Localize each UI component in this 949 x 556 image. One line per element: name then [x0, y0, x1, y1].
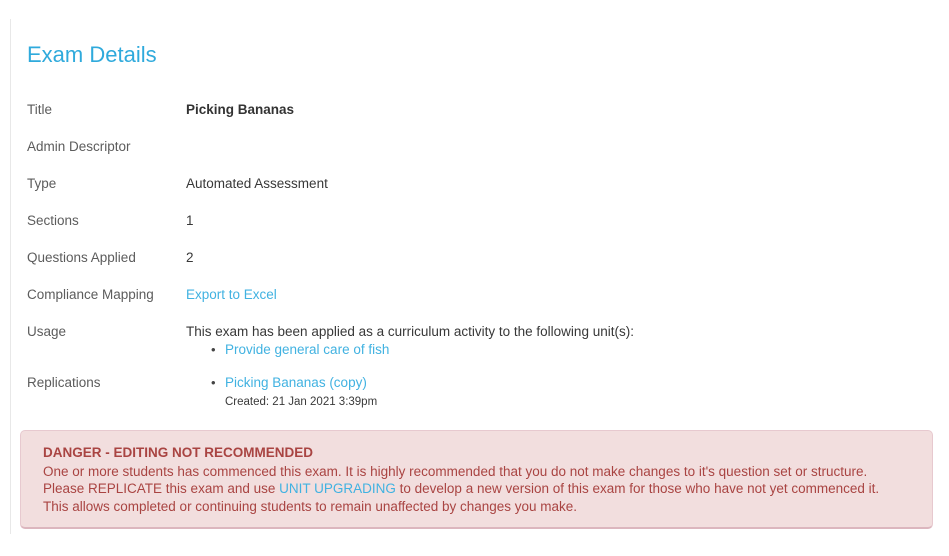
bullet-icon: •	[211, 375, 216, 390]
detail-row-usage	[27, 324, 933, 358]
detail-label: Replications	[27, 375, 101, 390]
detail-row-type	[27, 176, 933, 192]
detail-row-sections	[27, 213, 933, 229]
panel-left-border	[10, 19, 11, 534]
unit-link[interactable]: Provide general care of fish	[225, 342, 390, 357]
export-to-excel-link[interactable]: Export to Excel	[186, 287, 277, 302]
danger-alert-title: DANGER - EDITING NOT RECOMMENDED	[43, 445, 313, 460]
detail-row-admin-descriptor	[27, 139, 933, 155]
detail-label: Questions Applied	[27, 250, 136, 265]
replication-created-timestamp: Created: 21 Jan 2021 3:39pm	[225, 396, 378, 408]
detail-label: Sections	[27, 213, 79, 228]
detail-label: Usage	[27, 324, 67, 339]
replication-link[interactable]: Picking Bananas (copy)	[225, 375, 367, 390]
usage-text: This exam has been applied as a curriculum activity to the following unit(s):	[186, 324, 634, 339]
sections-count: 1	[186, 213, 194, 228]
detail-label: Title	[27, 102, 53, 117]
detail-label: Compliance Mapping	[27, 287, 154, 302]
detail-label: Admin Descriptor	[27, 139, 131, 154]
danger-text-after: to develop a new version of this exam for those who have not yet commenced it. This allows completed or continuing students to remain unaffected by changes you make.	[43, 481, 880, 514]
page-title: Exam Details	[27, 42, 157, 67]
detail-row-title	[27, 102, 933, 118]
exam-type-value: Automated Assessment	[186, 176, 328, 191]
usage-unit-item	[186, 342, 634, 358]
replication-item	[186, 375, 377, 391]
questions-applied-count: 2	[186, 250, 194, 265]
detail-row-replications	[27, 375, 933, 409]
bullet-icon: •	[211, 342, 216, 357]
detail-row-compliance-mapping	[27, 287, 933, 303]
unit-upgrading-link[interactable]: UNIT UPGRADING	[279, 481, 396, 496]
danger-alert-body	[43, 463, 907, 516]
danger-alert	[20, 430, 933, 529]
exam-title-value: Picking Bananas	[186, 102, 295, 117]
detail-label: Type	[27, 176, 57, 191]
danger-text-before: One or more students has commenced this exam. It is highly recommended that you do not make changes to it's question set or structure. Please REPLICATE this exam and use	[43, 463, 868, 496]
detail-row-questions-applied	[27, 250, 933, 266]
